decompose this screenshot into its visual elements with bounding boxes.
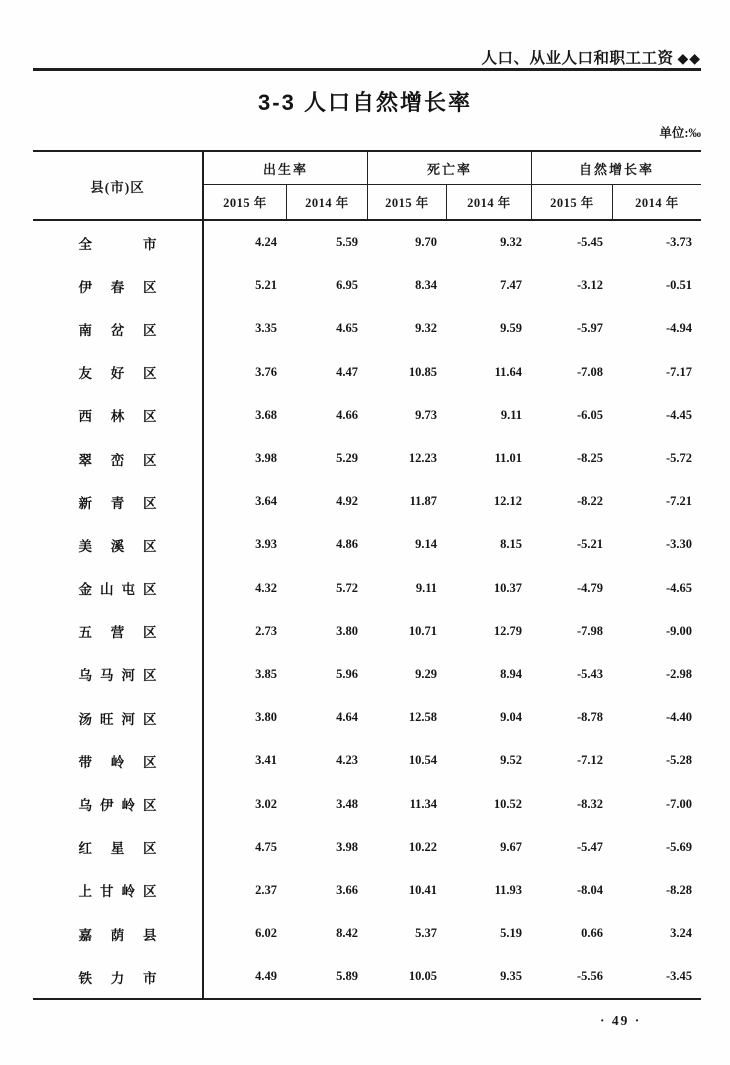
death-rate-2015-value: 9.11: [415, 580, 437, 595]
region-name-cell: [33, 826, 204, 869]
growth-rate-2014-value: -9.00: [665, 623, 692, 638]
region-name-cell: [33, 696, 204, 739]
growth-rate-2015-value: -4.79: [576, 580, 603, 595]
table-header: [33, 150, 701, 221]
birth-rate-2014-value: 4.92: [336, 494, 358, 509]
growth-rate-2014-value: -7.21: [665, 494, 692, 509]
birth-rate-2014-value: 3.48: [336, 796, 358, 811]
birth-rate-2014-value: 3.98: [336, 839, 358, 854]
region-name-cell: [33, 523, 204, 566]
death-rate-2014-value: 12.79: [493, 623, 522, 638]
table-row: [33, 351, 701, 394]
growth-rate-2014-value: -4.65: [665, 580, 692, 595]
region-name: 铁力市: [78, 970, 157, 986]
birth-rate-2015-value: 5.21: [255, 278, 277, 293]
death-rate-2015-value: 9.14: [415, 537, 437, 552]
growth-rate-2015-value: -8.25: [576, 451, 603, 466]
region-name: 上甘岭区: [78, 884, 157, 900]
table-row: [33, 437, 701, 480]
year-header-death-2015: 2015 年: [367, 185, 446, 219]
birth-rate-2015-value: 3.85: [255, 666, 277, 681]
birth-rate-2014-value: 4.64: [336, 710, 358, 725]
page-title: 3-3 人口自然增长率: [258, 90, 472, 115]
year-header-birth-2015: 2015 年: [223, 196, 267, 210]
table-row: [33, 264, 701, 307]
group-header-death-rate: 死亡率: [367, 152, 531, 185]
death-rate-2015-value: 5.37: [415, 926, 437, 941]
growth-rate-2015-value: -8.32: [576, 796, 603, 811]
growth-rate-2014-value: -3.45: [665, 969, 692, 984]
region-name: 红星区: [78, 841, 157, 857]
birth-rate-2014-value: 4.66: [336, 407, 358, 422]
running-head: [33, 46, 701, 68]
death-rate-2015-value: 11.34: [409, 796, 437, 811]
birth-rate-2014-value: 5.29: [336, 451, 358, 466]
death-rate-2015-value: 10.85: [408, 364, 437, 379]
header-rule: [33, 68, 701, 71]
table-row: [33, 782, 701, 825]
region-name: 伊春区: [78, 279, 157, 295]
table-row: [33, 739, 701, 782]
birth-rate-2015-value: 3.76: [255, 364, 277, 379]
death-rate-2014-value: 12.12: [493, 494, 522, 509]
region-name: 乌马河区: [78, 668, 157, 684]
growth-rate-2015-value: -5.47: [576, 839, 603, 854]
birth-rate-2015-value: 3.68: [255, 407, 277, 422]
death-rate-2014-value: 9.35: [500, 969, 522, 984]
table-row: [33, 221, 701, 264]
death-rate-2014-value: 5.19: [500, 926, 522, 941]
birth-rate-2014-value: 8.42: [336, 926, 358, 941]
growth-rate-2014-value: -4.94: [665, 321, 692, 336]
region-name-cell: [33, 739, 204, 782]
birth-rate-2014-value: 4.65: [336, 321, 358, 336]
growth-rate-2015-value: -5.97: [576, 321, 603, 336]
region-name-cell: [33, 307, 204, 350]
region-name: 美溪区: [78, 538, 157, 554]
table-body: [33, 221, 701, 1000]
death-rate-2014-value: 10.52: [493, 796, 522, 811]
death-rate-2015-value: 9.70: [415, 235, 437, 250]
region-name: 金山屯区: [78, 582, 157, 598]
growth-rate-2015-value: -8.22: [576, 494, 603, 509]
death-rate-2015-value: 10.22: [408, 839, 437, 854]
death-rate-2014-value: 11.93: [494, 882, 522, 897]
statistics-table: [33, 150, 701, 1000]
table-row: [33, 610, 701, 653]
growth-rate-2015-value: -8.78: [576, 710, 603, 725]
region-name-cell: [33, 264, 204, 307]
birth-rate-2015-value: 6.02: [255, 926, 277, 941]
table-row: [33, 653, 701, 696]
region-name-cell: [33, 610, 204, 653]
birth-rate-2015-value: 3.98: [255, 451, 277, 466]
growth-rate-2015-value: -5.45: [576, 235, 603, 250]
death-rate-2014-value: 8.94: [500, 666, 522, 681]
death-rate-2015-value: 10.71: [408, 623, 437, 638]
region-name: 五营区: [78, 625, 157, 641]
death-rate-2014-value: 9.52: [500, 753, 522, 768]
growth-rate-2014-value: -7.17: [665, 364, 692, 379]
region-name: 乌伊岭区: [78, 798, 157, 814]
region-name-cell: [33, 782, 204, 825]
birth-rate-2015-value: 3.93: [255, 537, 277, 552]
birth-rate-2015-value: 3.02: [255, 796, 277, 811]
table-row: [33, 826, 701, 869]
table-row: [33, 869, 701, 912]
birth-rate-2014-value: 5.59: [336, 235, 358, 250]
region-name-cell: [33, 955, 204, 998]
growth-rate-2014-value: -5.28: [665, 753, 692, 768]
region-name-cell: [33, 480, 204, 523]
growth-rate-2015-value: -7.98: [576, 623, 603, 638]
growth-rate-2014-value: -5.72: [665, 451, 692, 466]
region-name-cell: [33, 653, 204, 696]
birth-rate-2015-value: 3.64: [255, 494, 277, 509]
growth-rate-2014-value: -4.40: [665, 710, 692, 725]
region-name: 西林区: [78, 409, 157, 425]
death-rate-2014-value: 9.32: [500, 235, 522, 250]
birth-rate-2014-value: 3.66: [336, 882, 358, 897]
region-name: 友好区: [78, 366, 157, 382]
region-name-cell: [33, 567, 204, 610]
death-rate-2014-value: 9.04: [500, 710, 522, 725]
diamond-marks-icon: ◆◆: [677, 50, 701, 66]
birth-rate-2014-value: 5.89: [336, 969, 358, 984]
death-rate-2014-value: 9.59: [500, 321, 522, 336]
year-header-death-2014: 2014 年: [446, 185, 531, 219]
death-rate-2014-value: 9.67: [500, 839, 522, 854]
unit-label: 单位:‰: [659, 126, 701, 140]
growth-rate-2014-value: -4.45: [665, 407, 692, 422]
birth-rate-2014-value: 6.95: [336, 278, 358, 293]
death-rate-2015-value: 8.34: [415, 278, 437, 293]
death-rate-2015-value: 9.73: [415, 407, 437, 422]
region-name: 嘉荫县: [78, 927, 157, 943]
region-name-cell: [33, 912, 204, 955]
birth-rate-2014-value: 5.96: [336, 666, 358, 681]
death-rate-2015-value: 12.58: [408, 710, 437, 725]
growth-rate-2015-value: -8.04: [576, 882, 603, 897]
death-rate-2014-value: 11.01: [494, 451, 522, 466]
growth-rate-2015-value: -5.56: [576, 969, 603, 984]
table-row: [33, 696, 701, 739]
birth-rate-2015-value: 4.49: [255, 969, 277, 984]
birth-rate-2014-value: 4.86: [336, 537, 358, 552]
region-name-cell: [33, 394, 204, 437]
birth-rate-2014-value: 5.72: [336, 580, 358, 595]
table-row: [33, 394, 701, 437]
birth-rate-2015-value: 4.32: [255, 580, 277, 595]
growth-rate-2014-value: -3.73: [665, 235, 692, 250]
growth-rate-2014-value: -2.98: [665, 666, 692, 681]
region-name-cell: [33, 437, 204, 480]
growth-rate-2015-value: -3.12: [576, 278, 603, 293]
death-rate-2015-value: 11.87: [409, 494, 437, 509]
death-rate-2015-value: 9.32: [415, 321, 437, 336]
growth-rate-2014-value: -5.69: [665, 839, 692, 854]
year-header-growth-2014: 2014 年: [612, 185, 701, 219]
growth-rate-2014-value: -0.51: [665, 278, 692, 293]
year-header-birth-2014: 2014 年: [286, 185, 367, 219]
table-row: [33, 567, 701, 610]
region-name-cell: [33, 351, 204, 394]
birth-rate-2015-value: 3.80: [255, 710, 277, 725]
group-header-birth-rate: 出生率: [204, 152, 367, 185]
region-name: 全市: [78, 236, 157, 252]
birth-rate-2015-value: 2.73: [255, 623, 277, 638]
growth-rate-2014-value: -8.28: [665, 882, 692, 897]
growth-rate-2014-value: -3.30: [665, 537, 692, 552]
birth-rate-2014-value: 4.23: [336, 753, 358, 768]
growth-rate-2015-value: 0.66: [581, 926, 603, 941]
column-header-region: 县(市)区: [33, 152, 204, 219]
growth-rate-2015-value: -5.21: [576, 537, 603, 552]
year-header-growth-2015: 2015 年: [531, 185, 612, 219]
death-rate-2015-value: 10.05: [408, 969, 437, 984]
running-head-text: 人口、从业人口和职工工资: [481, 50, 674, 67]
region-name-cell: [33, 221, 204, 264]
region-name: 翠峦区: [78, 452, 157, 468]
group-header-natural-growth-rate: 自然增长率: [531, 152, 701, 185]
death-rate-2015-value: 10.54: [408, 753, 437, 768]
death-rate-2015-value: 12.23: [408, 451, 437, 466]
growth-rate-2014-value: 3.24: [670, 926, 692, 941]
growth-rate-2015-value: -5.43: [576, 666, 603, 681]
growth-rate-2015-value: -6.05: [576, 407, 603, 422]
birth-rate-2015-value: 3.35: [255, 321, 277, 336]
growth-rate-2015-value: -7.08: [576, 364, 603, 379]
table-row: [33, 912, 701, 955]
region-name: 汤旺河区: [78, 711, 157, 727]
table-row: [33, 480, 701, 523]
region-name: 新青区: [78, 495, 157, 511]
table-row: [33, 523, 701, 566]
birth-rate-2014-value: 4.47: [336, 364, 358, 379]
death-rate-2014-value: 9.11: [500, 407, 522, 422]
growth-rate-2015-value: -7.12: [576, 753, 603, 768]
page-number: · 49 ·: [600, 1013, 642, 1028]
birth-rate-2015-value: 2.37: [255, 882, 277, 897]
region-name: 带岭区: [78, 754, 157, 770]
death-rate-2014-value: 7.47: [500, 278, 522, 293]
birth-rate-2015-value: 4.24: [255, 235, 277, 250]
birth-rate-2014-value: 3.80: [336, 623, 358, 638]
death-rate-2015-value: 9.29: [415, 666, 437, 681]
growth-rate-2014-value: -7.00: [665, 796, 692, 811]
table-row: [33, 307, 701, 350]
table-row: [33, 955, 701, 998]
death-rate-2014-value: 11.64: [494, 364, 522, 379]
region-name-cell: [33, 869, 204, 912]
region-name: 南岔区: [78, 322, 157, 338]
birth-rate-2015-value: 4.75: [255, 839, 277, 854]
death-rate-2014-value: 10.37: [493, 580, 522, 595]
birth-rate-2015-value: 3.41: [255, 753, 277, 768]
death-rate-2014-value: 8.15: [500, 537, 522, 552]
death-rate-2015-value: 10.41: [408, 882, 437, 897]
